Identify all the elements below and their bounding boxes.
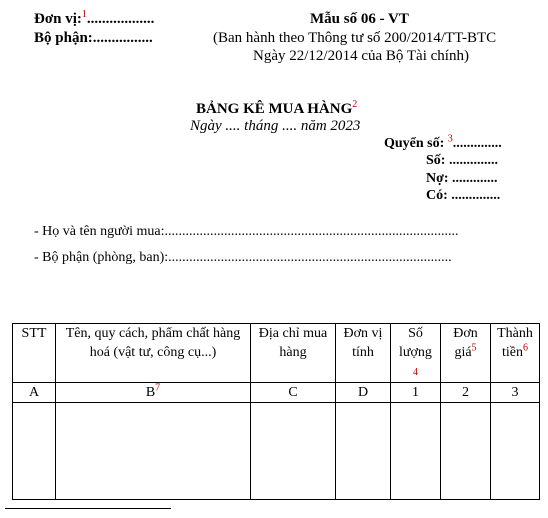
- document-title: [196, 101, 357, 118]
- co-dots: ..............: [451, 188, 501, 203]
- no-label: Nợ:: [426, 171, 449, 186]
- so-line: [426, 153, 498, 169]
- table-row: [13, 403, 540, 500]
- table-cell: [336, 403, 391, 500]
- don-vi-dots: ..................: [86, 11, 155, 27]
- amount-note: 6: [523, 342, 528, 354]
- table-header-row: [13, 324, 540, 383]
- form-number: Mẫu số 06 - VT: [310, 11, 409, 27]
- quyen-so-note: 3: [447, 133, 453, 145]
- bo-phan-line: [34, 30, 153, 47]
- index-b-note: 7: [155, 382, 161, 394]
- bo-phan-dots: ................: [92, 30, 153, 46]
- table-cell: [56, 403, 251, 500]
- issued-by-line1: (Ban hành theo Thông tư số 200/2014/TT-BTC: [213, 30, 497, 46]
- don-vi-line: [34, 11, 154, 28]
- quantity-note: 4: [413, 367, 418, 378]
- table-cell: [441, 403, 491, 500]
- index-cell: 3: [491, 383, 540, 403]
- no-dots: .............: [452, 171, 498, 186]
- index-cell: C: [251, 383, 336, 403]
- quyen-so-label: Quyển số:: [384, 136, 445, 151]
- date-line: Ngày .... tháng .... năm 2023: [190, 118, 361, 134]
- purchase-table: [12, 323, 540, 500]
- document-title-text: BẢNG KÊ MUA HÀNG: [196, 101, 353, 117]
- co-line: [426, 188, 500, 204]
- table-index-row: [13, 383, 540, 403]
- quyen-so-dots: ..............: [452, 136, 502, 151]
- don-vi-note: 1: [81, 9, 87, 20]
- so-label: Số:: [426, 153, 446, 168]
- header-unit: Đơn vị tính: [336, 324, 391, 383]
- issued-by-line2: Ngày 22/12/2014 của Bộ Tài chính): [253, 48, 469, 64]
- so-dots: ..............: [448, 153, 498, 168]
- footnote-separator: [5, 508, 171, 509]
- header-amount: Thành tiền$^6$: [491, 324, 540, 383]
- table-cell: [251, 403, 336, 500]
- index-cell: 2: [441, 383, 491, 403]
- don-vi-label: Đơn vị:: [34, 11, 82, 27]
- co-label: Có:: [426, 188, 448, 203]
- index-cell: 1: [391, 383, 441, 403]
- buyer-name-field: - Họ và tên người mua:....................................................................................: [34, 224, 459, 239]
- unit-price-note: 5: [471, 342, 477, 354]
- department-field: - Bộ phận (phòng, ban):.................................................................................: [34, 250, 452, 265]
- table-cell: [13, 403, 56, 500]
- table-cell: [491, 403, 540, 500]
- title-note: 2: [352, 99, 358, 110]
- bo-phan-label: Bộ phận:: [34, 30, 93, 46]
- header-address: Địa chỉ mua hàng: [251, 324, 336, 383]
- table-cell: [391, 403, 441, 500]
- no-line: [426, 171, 498, 187]
- header-stt: STT: [13, 324, 56, 383]
- index-cell: D: [336, 383, 391, 403]
- quyen-so-line: [384, 133, 502, 152]
- index-cell: $B^7$: [56, 383, 251, 403]
- header-quantity: Số lượng 4: [391, 324, 441, 383]
- index-cell: A: [13, 383, 56, 403]
- header-unit-price: Đơn giá$^5$: [441, 324, 491, 383]
- header-item-name: Tên, quy cách, phẩm chất hàng hoá (vật tư, công cụ...): [56, 324, 251, 383]
